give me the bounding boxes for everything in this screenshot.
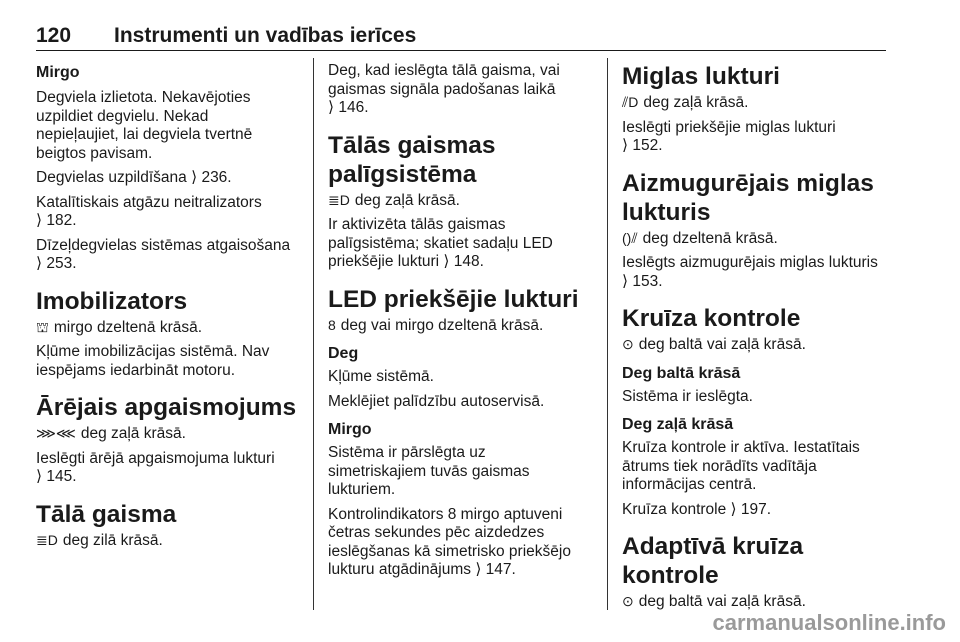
paragraph: Meklējiet palīdzību autoservisā.: [328, 392, 545, 410]
section-heading: Kruīza kontrole: [622, 305, 801, 332]
paragraph: Kļūme sistēmā.: [328, 368, 434, 385]
column-divider: [313, 58, 314, 610]
paragraph: Kruīza kontrole ⟩ 197.: [622, 500, 772, 518]
paragraph: Ieslēgts aizmugurējais miglas lukturis ⟩ 153.: [622, 254, 878, 290]
paragraph: Degvielas uzpildīšana ⟩ 236.: [36, 169, 232, 186]
section-heading: Aizmugurējais miglas lukturis: [622, 169, 874, 226]
column-divider: [607, 58, 608, 610]
paragraph: Ieslēgti priekšējie miglas lukturi ⟩ 152.: [622, 118, 836, 154]
indicator-line: [622, 592, 892, 612]
watermark: carmanualsonline.info: [712, 610, 946, 635]
subsection-heading: Mirgo: [328, 421, 372, 438]
cruise-control-icon: ⊙: [622, 336, 634, 352]
indicator-text: deg zaļā krāsā.: [80, 425, 186, 442]
side-lights-icon: ⋙⋘: [36, 425, 76, 441]
paragraph: Ir aktivizēta tālās gaismas palīgsistēma; skatiet sadaļu LED priekšējie lukturi ⟩ 148.: [328, 216, 553, 270]
paragraph: Sistēma ir pārslēgta uz simetriskajiem tuvās gaismas lukturiem.: [328, 444, 530, 498]
indicator-line: [622, 93, 892, 113]
indicator-text: deg dzeltenā krāsā.: [642, 229, 778, 247]
indicator-text: deg baltā vai zaļā krāsā.: [638, 593, 806, 610]
indicator-text: deg zaļā krāsā.: [643, 94, 749, 111]
adaptive-cruise-icon: ⊙: [622, 593, 634, 609]
section-heading: Tālās gaismas palīgsistēma: [328, 131, 496, 188]
section-heading: Tālā gaisma: [36, 500, 177, 528]
indicator-text: deg zilā krāsā.: [62, 531, 163, 549]
section-heading: Imobilizators: [36, 287, 188, 315]
column-1: [36, 62, 304, 556]
indicator-text: deg baltā vai zaļā krāsā.: [638, 336, 806, 353]
paragraph: Kruīza kontrole ir aktīva. Iestatītais ātrums tiek norādīts vadītāja informācijas centrā.: [622, 439, 860, 493]
indicator-line: [36, 531, 304, 551]
section-heading: Ārējais apgaismojums: [36, 394, 297, 421]
page-number: 120: [36, 24, 72, 47]
column-2: [328, 62, 596, 586]
paragraph: Katalītiskais atgāzu neitralizators ⟩ 182.: [36, 193, 262, 229]
page-title: Instrumenti un vadības ierīces: [114, 24, 417, 47]
car-lock-icon: ⛫: [36, 318, 49, 335]
indicator-line: [622, 229, 892, 249]
rear-fog-icon: ()⫽: [622, 229, 638, 246]
high-beam-assist-icon: ≣D: [328, 191, 350, 208]
paragraph: Degviela izlietota. Nekavējoties uzpildiet degvielu. Nekad nepieļaujiet, lai degviela tvertnē beigtos pavisam.: [36, 89, 253, 162]
paragraph: Ieslēgti ārējā apgaismojuma lukturi ⟩ 145.: [36, 449, 275, 485]
section-heading: LED priekšējie lukturi: [328, 285, 579, 313]
front-fog-icon: ⫽D: [622, 94, 639, 110]
paragraph: Dīzeļdegvielas sistēmas atgaisošana ⟩ 253.: [36, 236, 291, 272]
column-3: [622, 62, 892, 618]
subsection-heading: Deg baltā krāsā: [622, 364, 741, 382]
paragraph: Sistēma ir ieslēgta.: [622, 387, 753, 405]
subsection-heading: Deg zaļā krāsā: [622, 416, 734, 433]
paragraph: Kļūme imobilizācijas sistēmā. Nav iespējams iedarbināt motoru.: [36, 343, 270, 379]
indicator-line: [36, 318, 304, 338]
indicator-line: [328, 191, 596, 211]
paragraph: Deg, kad ieslēgta tālā gaisma, vai gaismas signāla padošanas laikā ⟩ 146.: [328, 62, 560, 116]
section-heading: Adaptīvā kruīza kontrole: [622, 533, 804, 589]
section-heading: Miglas lukturi: [622, 63, 780, 90]
page-header: [36, 22, 886, 51]
indicator-line: [36, 424, 304, 444]
indicator-text: deg zaļā krāsā.: [354, 191, 460, 209]
indicator-text: mirgo dzeltenā krāsā.: [53, 318, 203, 336]
indicator-text: deg vai mirgo dzeltenā krāsā.: [340, 316, 544, 334]
subsection-heading: Deg: [328, 345, 359, 362]
led-headlight-icon: 8: [328, 316, 336, 333]
indicator-line: [622, 335, 892, 355]
high-beam-icon: ≣D: [36, 531, 58, 548]
indicator-line: [328, 316, 596, 336]
paragraph: Kontrolindikators 8 mirgo aptuveni četras sekundes pēc aizdedzes ieslēgšanas kā simetrisko priekšējo lukturu atgādinājums ⟩ 147.: [328, 505, 571, 578]
subsection-heading: Mirgo: [36, 64, 80, 81]
